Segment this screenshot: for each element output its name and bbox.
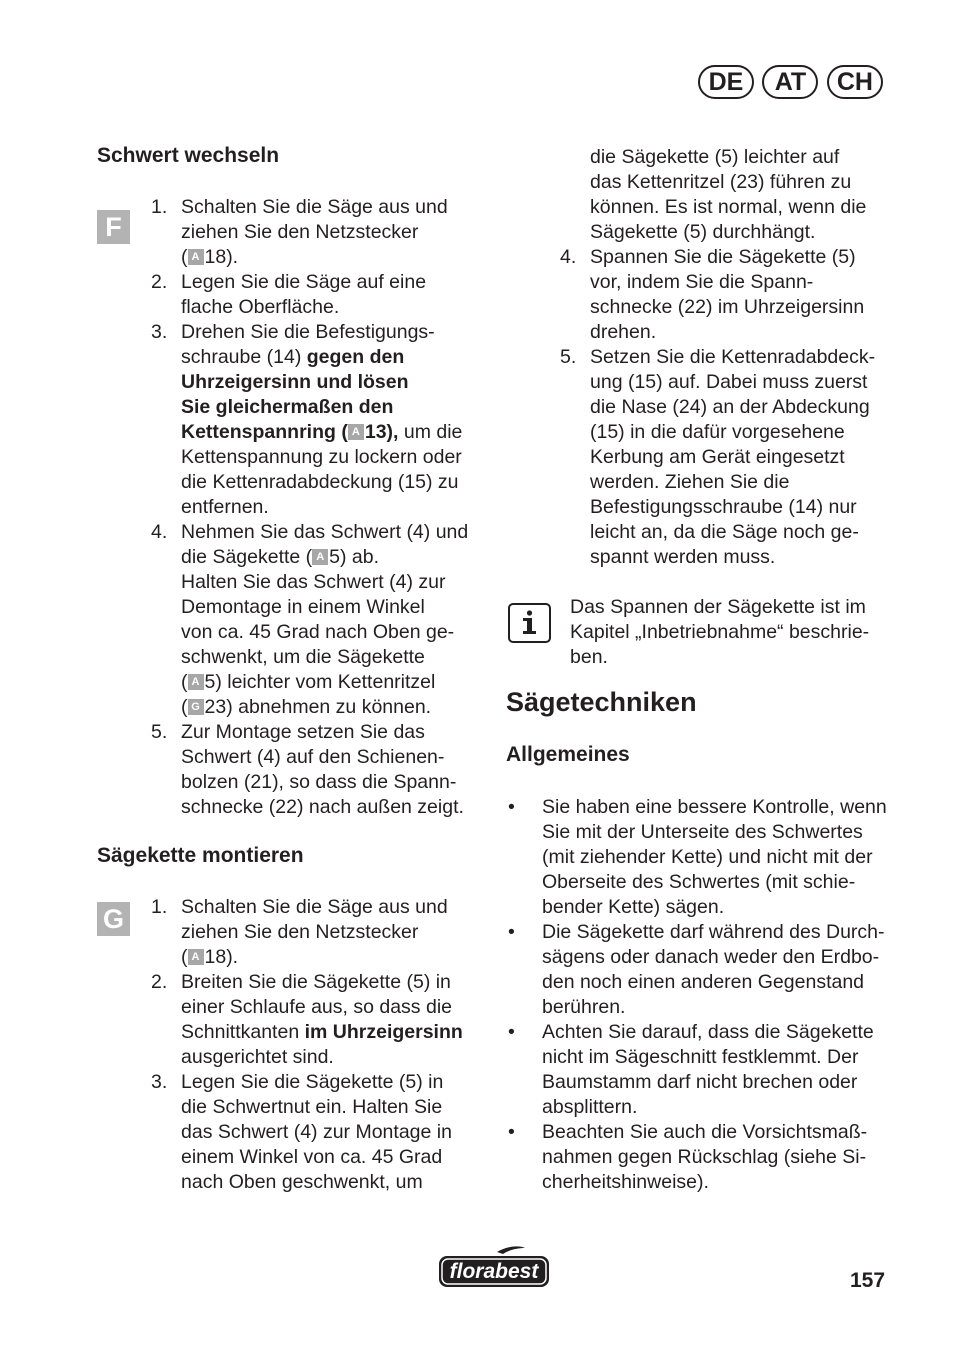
steps-continued: [506, 145, 906, 570]
text: Legen Sie die Sägekette (5) in: [181, 1071, 444, 1093]
info-line: Das Spannen der Sägekette ist im: [570, 596, 866, 618]
bold-text: 13),: [364, 421, 399, 443]
text: spannt werden muss.: [590, 546, 776, 568]
text-line: Die Sägekette darf während des Durch-: [542, 921, 885, 943]
text: Demontage in einem Winkel: [181, 596, 425, 618]
text: flache Oberfläche.: [181, 296, 340, 318]
text-line: [590, 145, 906, 170]
step-number: 5.: [560, 346, 577, 368]
list-item: [97, 720, 497, 820]
bold-text: Sie gleichermaßen den: [181, 396, 394, 418]
text-line: absplittern.: [542, 1096, 638, 1118]
text: schwenkt, um die Sägekette: [181, 646, 425, 668]
text: die Sägekette (5) leichter auf: [590, 146, 840, 168]
text: Schalten Sie die Säge aus und: [181, 196, 448, 218]
text-line: [181, 495, 497, 520]
text-line: [181, 1020, 497, 1045]
text-line: [590, 320, 906, 345]
text-line: [181, 595, 497, 620]
text: die Schwertnut ein. Halten Sie: [181, 1096, 443, 1118]
bold-text: Kettenspannring (: [181, 421, 348, 443]
text: 23) abnehmen zu können.: [204, 696, 432, 718]
text: Befestigungsschraube (14) nur: [590, 496, 857, 518]
text-line: [181, 1045, 497, 1070]
text-line: nahmen gegen Rückschlag (siehe Si-: [542, 1146, 867, 1168]
text-line: (mit ziehender Kette) und nicht mit der: [542, 846, 873, 868]
text: um die: [398, 421, 463, 443]
text-line: [181, 570, 497, 595]
text: Schalten Sie die Säge aus und: [181, 896, 448, 918]
text-line: [181, 420, 497, 445]
text: Halten Sie das Schwert (4) zur: [181, 571, 446, 593]
text-line: Achten Sie darauf, dass die Sägekette: [542, 1021, 874, 1043]
list-item: [506, 245, 906, 345]
text: entfernen.: [181, 496, 269, 518]
text-line: [181, 1120, 497, 1145]
text-line: [181, 320, 497, 345]
figure-ref-icon: A: [188, 949, 204, 965]
list-item: [97, 195, 497, 270]
text-line: [181, 270, 497, 295]
list-item: [97, 270, 497, 320]
text-line: [181, 720, 497, 745]
text: (: [181, 671, 188, 693]
bold-text: im Uhrzeigersinn: [304, 1021, 463, 1043]
text: (15) in die dafür vorgesehene: [590, 421, 845, 443]
text-line: [181, 195, 497, 220]
text: einem Winkel von ca. 45 Grad: [181, 1146, 443, 1168]
text-line: nicht im Sägeschnitt festklemmt. Der: [542, 1046, 859, 1068]
text-line: [181, 970, 497, 995]
figure-tag-g: G: [97, 902, 130, 936]
bullet-icon: •: [508, 796, 515, 818]
text: die Nase (24) an der Abdeckung: [590, 396, 870, 418]
text-line: [181, 945, 497, 970]
text-line: [590, 370, 906, 395]
text: bolzen (21), so dass die Spann-: [181, 771, 457, 793]
bold-text: gegen den: [306, 346, 405, 368]
text-line: [590, 520, 906, 545]
brand-logo: [437, 1244, 551, 1290]
text-line: [590, 545, 906, 570]
text-line: [181, 895, 497, 920]
text: Zur Montage setzen Sie das: [181, 721, 425, 743]
step-number: 5.: [151, 721, 168, 743]
text: Sägekette (5) durchhängt.: [590, 221, 816, 243]
text-line: [181, 745, 497, 770]
text: ziehen Sie den Netzstecker: [181, 921, 419, 943]
bullet-icon: •: [508, 1121, 515, 1143]
text: ung (15) auf. Dabei muss zuerst: [590, 371, 868, 393]
text: Kettenspannung zu lockern oder: [181, 446, 462, 468]
text-line: [181, 620, 497, 645]
text: von ca. 45 Grad nach Oben ge-: [181, 621, 455, 643]
figure-ref-icon: A: [188, 674, 204, 690]
text-line: berühren.: [542, 996, 626, 1018]
bullet-icon: •: [508, 1021, 515, 1043]
text-line: [181, 370, 497, 395]
info-icon: [508, 603, 551, 643]
text: 5) leichter vom Kettenritzel: [204, 671, 436, 693]
text: die Sägekette (: [181, 546, 313, 568]
text-line: [590, 195, 906, 220]
step-number: 4.: [560, 246, 577, 268]
text-line: [181, 545, 497, 570]
text-line: [590, 470, 906, 495]
text: 18).: [204, 246, 239, 268]
step-number: 2.: [151, 971, 168, 993]
text-line: Oberseite des Schwertes (mit schie-: [542, 871, 856, 893]
text-line: [181, 645, 497, 670]
text-line: [181, 670, 497, 695]
text: die Kettenradabdeckung (15) zu: [181, 471, 459, 493]
text: drehen.: [590, 321, 657, 343]
text: können. Es ist normal, wenn die: [590, 196, 867, 218]
text-line: bender Kette) sägen.: [542, 896, 725, 918]
text-line: [181, 795, 497, 820]
text-line: [590, 445, 906, 470]
info-line: ben.: [570, 646, 608, 668]
text: Kerbung am Gerät eingesetzt: [590, 446, 845, 468]
text: schraube (14): [181, 346, 307, 368]
list-item: [97, 970, 497, 1070]
text-line: [181, 1170, 497, 1195]
list-item: [97, 520, 497, 720]
text: Breiten Sie die Sägekette (5) in: [181, 971, 451, 993]
figure-ref-icon: A: [188, 249, 204, 265]
text-line: [181, 445, 497, 470]
text: Nehmen Sie das Schwert (4) und: [181, 521, 469, 543]
text: das Schwert (4) zur Montage in: [181, 1121, 452, 1143]
steps-saegekette: [97, 895, 497, 1195]
text-line: Baumstamm darf nicht brechen oder: [542, 1071, 858, 1093]
text: ziehen Sie den Netzstecker: [181, 221, 419, 243]
text-line: [181, 1145, 497, 1170]
text: schnecke (22) im Uhrzeigersinn: [590, 296, 865, 318]
bullet-item: [506, 1120, 906, 1195]
text: 5) ab.: [329, 546, 380, 568]
bold-text: Uhrzeigersinn und lösen: [181, 371, 409, 393]
steps-schwert: [97, 195, 497, 820]
text: werden. Ziehen Sie die: [590, 471, 790, 493]
list-item: [506, 345, 906, 570]
brand-logo-text: florabest: [449, 1260, 539, 1283]
text-line: den noch einen anderen Gegenstand: [542, 971, 865, 993]
text-line: [181, 470, 497, 495]
figure-ref-icon: G: [188, 699, 204, 715]
text-line: sägens oder danach weder den Erdbo-: [542, 946, 880, 968]
text-line: cherheitshinweise).: [542, 1171, 709, 1193]
figure-ref-icon: A: [312, 549, 328, 565]
list-item: [506, 145, 906, 245]
badge-ch: CH: [827, 65, 883, 99]
bullet-item: [506, 920, 906, 1020]
heading-saegekette-montieren: Sägekette montieren: [97, 844, 304, 867]
text-line: Beachten Sie auch die Vorsichtsmaß-: [542, 1121, 868, 1143]
text: nach Oben geschwenkt, um: [181, 1171, 423, 1193]
text: schnecke (22) nach außen zeigt.: [181, 796, 464, 818]
heading-schwert-wechseln: Schwert wechseln: [97, 144, 280, 167]
text-line: [181, 920, 497, 945]
text-line: [181, 395, 497, 420]
text: einer Schlaufe aus, so dass die: [181, 996, 453, 1018]
text: (: [181, 696, 188, 718]
bullet-item: [506, 1020, 906, 1120]
text: leicht an, da die Säge noch ge-: [590, 521, 859, 543]
figure-tag-f: F: [97, 210, 130, 244]
text-line: Sie mit der Unterseite des Schwertes: [542, 821, 863, 843]
text-line: Sie haben eine bessere Kontrolle, wenn: [542, 796, 887, 818]
text: Drehen Sie die Befestigungs-: [181, 321, 435, 343]
text-line: [590, 295, 906, 320]
text-line: [181, 695, 497, 720]
text-line: [590, 495, 906, 520]
text: ausgerichtet sind.: [181, 1046, 334, 1068]
text: Spannen Sie die Sägekette (5): [590, 246, 856, 268]
text: (: [181, 246, 188, 268]
text: das Kettenritzel (23) führen zu: [590, 171, 852, 193]
step-number: 3.: [151, 321, 168, 343]
text-line: [181, 345, 497, 370]
text: (: [181, 946, 188, 968]
subheading-allgemeines: Allgemeines: [506, 743, 630, 766]
text-line: [181, 520, 497, 545]
text: Schwert (4) auf den Schienen-: [181, 746, 445, 768]
text: Legen Sie die Säge auf eine: [181, 271, 427, 293]
text-line: [181, 295, 497, 320]
step-number: 3.: [151, 1071, 168, 1093]
text-line: [181, 995, 497, 1020]
page-number: 157: [850, 1269, 886, 1292]
text-line: [590, 345, 906, 370]
info-note: [570, 595, 910, 670]
figure-ref-icon: A: [348, 424, 364, 440]
text-line: [590, 245, 906, 270]
text-line: [590, 420, 906, 445]
bullet-icon: •: [508, 921, 515, 943]
badge-de: DE: [698, 65, 754, 99]
list-item: [97, 1070, 497, 1195]
bullet-list: [506, 795, 906, 1195]
list-item: [97, 895, 497, 970]
step-number: 1.: [151, 896, 168, 918]
text: 18).: [204, 946, 239, 968]
badge-at: AT: [762, 65, 818, 99]
language-badges: [698, 65, 883, 99]
step-number: 2.: [151, 271, 168, 293]
text-line: [181, 220, 497, 245]
text-line: [590, 170, 906, 195]
step-number: 1.: [151, 196, 168, 218]
text-line: [181, 1095, 497, 1120]
text-line: [181, 770, 497, 795]
text-line: [590, 395, 906, 420]
text-line: [181, 1070, 497, 1095]
list-item: [97, 320, 497, 520]
step-number: 4.: [151, 521, 168, 543]
bullet-item: [506, 795, 906, 920]
text-line: [590, 270, 906, 295]
section-title: Sägetechniken: [506, 687, 697, 717]
text: Schnittkanten: [181, 1021, 305, 1043]
info-line: Kapitel „Inbetriebnahme“ beschrie-: [570, 621, 870, 643]
text: Setzen Sie die Kettenradabdeck-: [590, 346, 876, 368]
text-line: [181, 245, 497, 270]
text-line: [590, 220, 906, 245]
text: vor, indem Sie die Spann-: [590, 271, 814, 293]
